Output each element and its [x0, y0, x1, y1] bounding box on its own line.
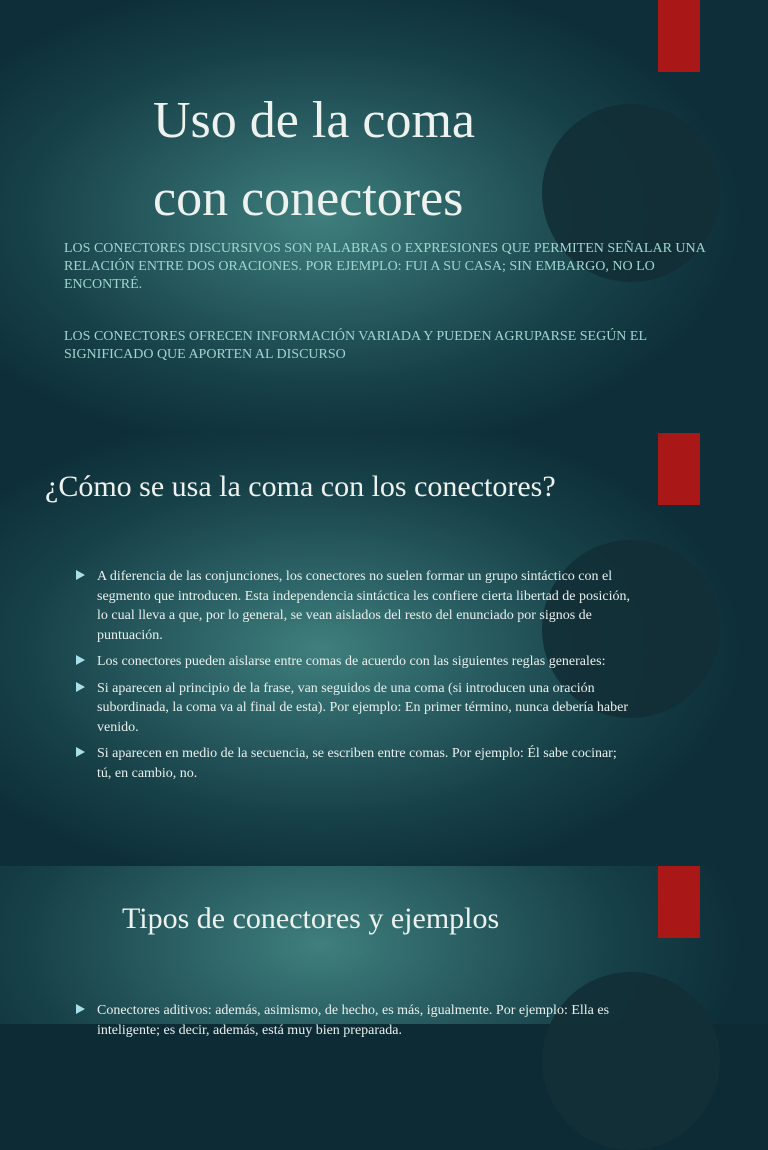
list-item [74, 679, 634, 738]
bullet-list [74, 567, 634, 790]
bullet-list [74, 1001, 634, 1047]
title-line-1: Uso de la coma [153, 92, 476, 149]
triangle-bullet-icon [76, 655, 85, 665]
list-item [74, 652, 634, 672]
decorative-circle [542, 972, 720, 1150]
list-item [74, 567, 634, 645]
slide-1 [0, 0, 768, 432]
slide-title [153, 82, 475, 238]
slide-2 [0, 432, 768, 866]
list-item [74, 1001, 634, 1040]
slide-title: Tipos de conectores y ejemplos [122, 902, 500, 935]
list-item-text: Conectores aditivos: además, asimismo, de hecho, es más, igualmente. Por ejemplo: Ella es inteligente; es decir, además, está muy bien preparada. [97, 1003, 610, 1038]
list-item-text: Los conectores pueden aislarse entre comas de acuerdo con las siguientes reglas generales: [97, 654, 606, 669]
triangle-bullet-icon [76, 1004, 85, 1014]
slide-3 [0, 866, 768, 1038]
triangle-bullet-icon [76, 747, 85, 757]
intro-paragraph-2: LOS CONECTORES OFRECEN INFORMACIÓN VARIADA Y PUEDEN AGRUPARSE SEGÚN EL SIGNIFICADO QUE APORTEN AL DISCURSO [64, 329, 647, 362]
red-accent-bar [658, 0, 700, 72]
triangle-bullet-icon [76, 570, 85, 580]
title-line-2: con conectores [153, 170, 464, 227]
list-item-text: Si aparecen al principio de la frase, van seguidos de una coma (si introducen una oración subordinada, la coma va al final de esta). Por ejemplo: En primer término, nunca debería haber venido. [97, 680, 629, 735]
list-item-text: A diferencia de las conjunciones, los conectores no suelen formar un grupo sintáctico con el segmento que introducen. Esta independencia sintáctica les confiere cierta libertad de posición, lo cual lleva a que, por lo general, se vean aislados del resto del enunciado por signos de puntuación. [97, 569, 630, 643]
red-accent-bar [658, 866, 700, 938]
list-item-text: Si aparecen en medio de la secuencia, se escriben entre comas. Por ejemplo: Él sabe cocinar; tú, en cambio, no. [97, 746, 617, 781]
triangle-bullet-icon [76, 682, 85, 692]
red-accent-bar [658, 433, 700, 505]
intro-paragraph: LOS CONECTORES DISCURSIVOS SON PALABRAS O EXPRESIONES QUE PERMITEN SEÑALAR UNA RELACIÓN ENTRE DOS ORACIONES. POR EJEMPLO: FUI A SU CASA; SIN EMBARGO, NO LO ENCONTRÉ. [64, 241, 705, 292]
slide-title: ¿Cómo se usa la coma con los conectores? [45, 470, 556, 503]
list-item [74, 744, 634, 783]
